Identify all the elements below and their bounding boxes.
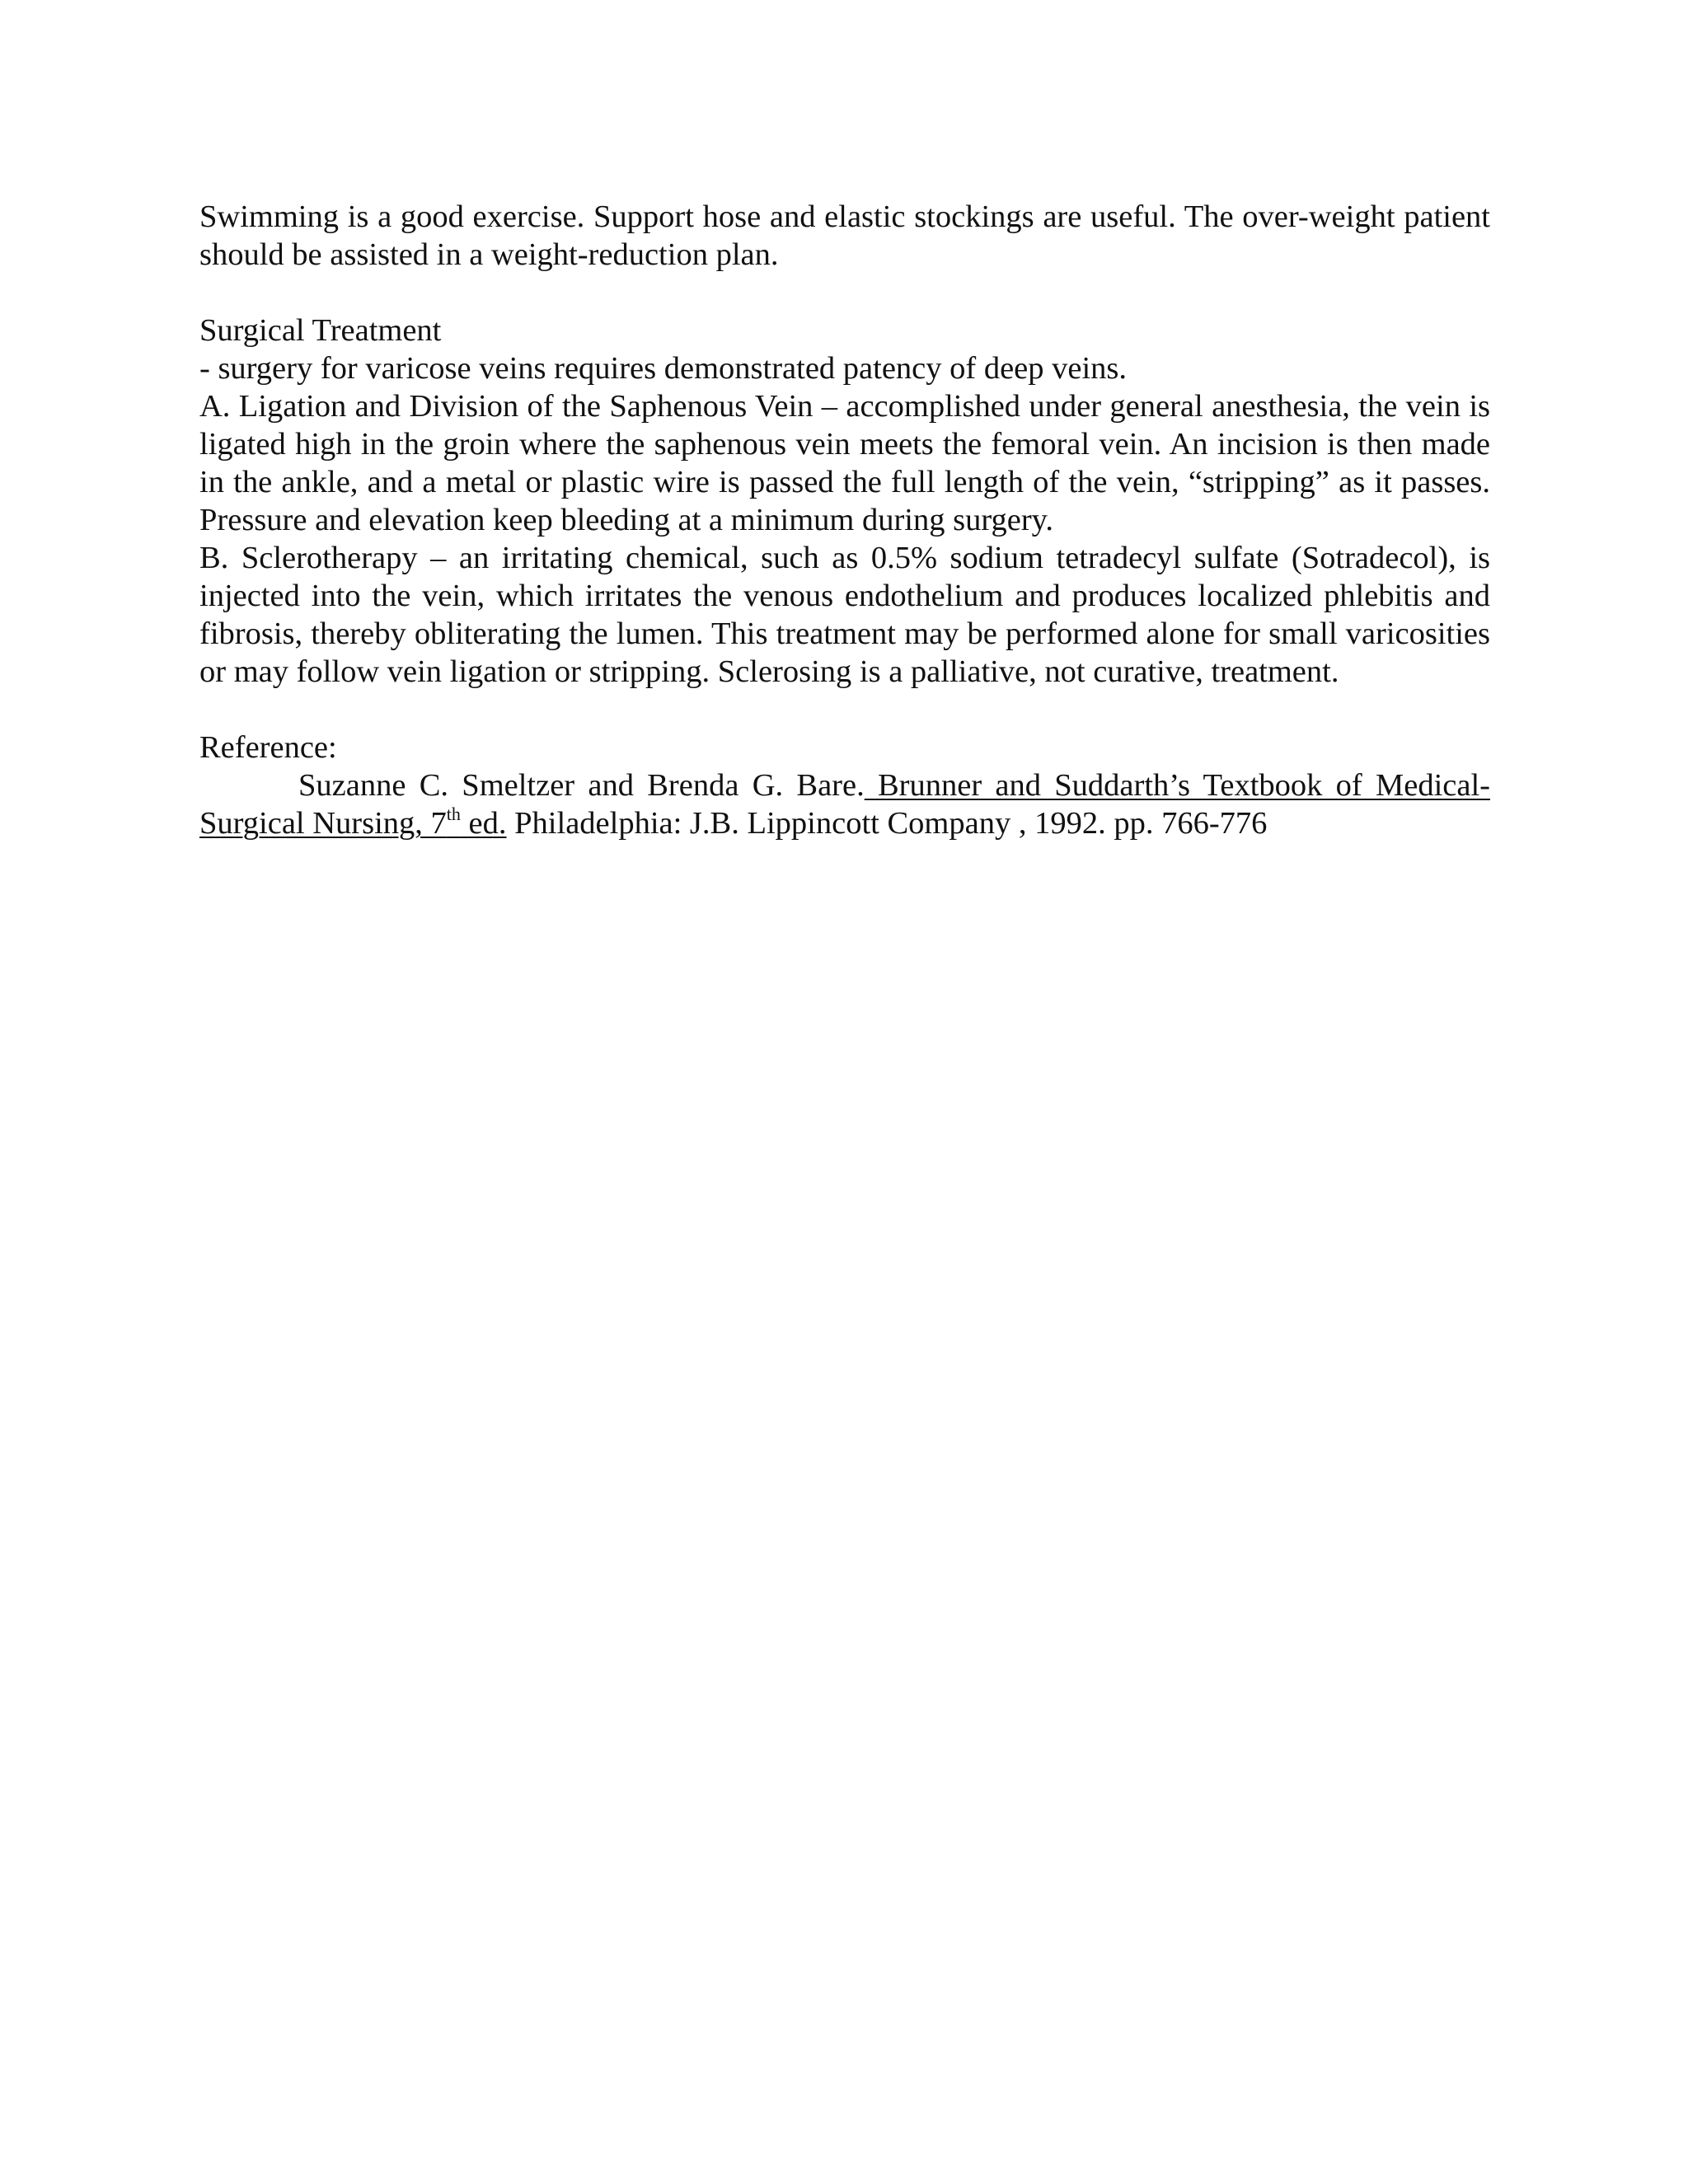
ligation-paragraph: A. Ligation and Division of the Saphenous Vein – accomplished under general anesthesia, the vein is ligated high in the groin where the saphenous vein meets the femoral vein. An incision is then made in the ankle, and a metal or plastic wire is passed the full length of the vein, “stripping” as it passes. Pressure and elevation keep bleeding at a minimum during surgery. bbox=[199, 389, 1490, 537]
reference-edition-tail: ed. bbox=[460, 806, 507, 841]
surgical-treatment-heading: Surgical Treatment bbox=[199, 313, 442, 348]
document-body bbox=[199, 198, 1490, 842]
reference-edition-superscript: th bbox=[446, 804, 461, 824]
reference-publisher: Philadelphia: J.B. Lippincott Company , 1992. pp. 766-776 bbox=[506, 806, 1268, 841]
surgical-note: - surgery for varicose veins requires demonstrated patency of deep veins. bbox=[199, 351, 1128, 386]
spacer bbox=[199, 691, 1490, 729]
sclerotherapy-paragraph: B. Sclerotherapy – an irritating chemical, such as 0.5% sodium tetradecyl sulfate (Sotradecol), is injected into the vein, which irritates the venous endothelium and produces localized phlebitis and fibrosis, thereby obliterating the lumen. This treatment may be performed alone for small varicosities or may follow vein ligation or stripping. Sclerosing is a palliative, not curative, treatment. bbox=[199, 541, 1490, 689]
reference-authors: Suzanne C. Smeltzer and Brenda G. Bare. bbox=[298, 768, 865, 803]
intro-paragraph: Swimming is a good exercise. Support hose and elastic stockings are useful. The over-weight patient should be assisted in a weight-reduction plan. bbox=[199, 199, 1490, 272]
reference-heading: Reference: bbox=[199, 730, 337, 765]
spacer bbox=[199, 274, 1490, 312]
reference-title-text: Brunner and Suddarth’s Textbook of Medical-Surgical Nursing, 7 bbox=[199, 768, 1490, 841]
reference-citation bbox=[199, 766, 1490, 842]
